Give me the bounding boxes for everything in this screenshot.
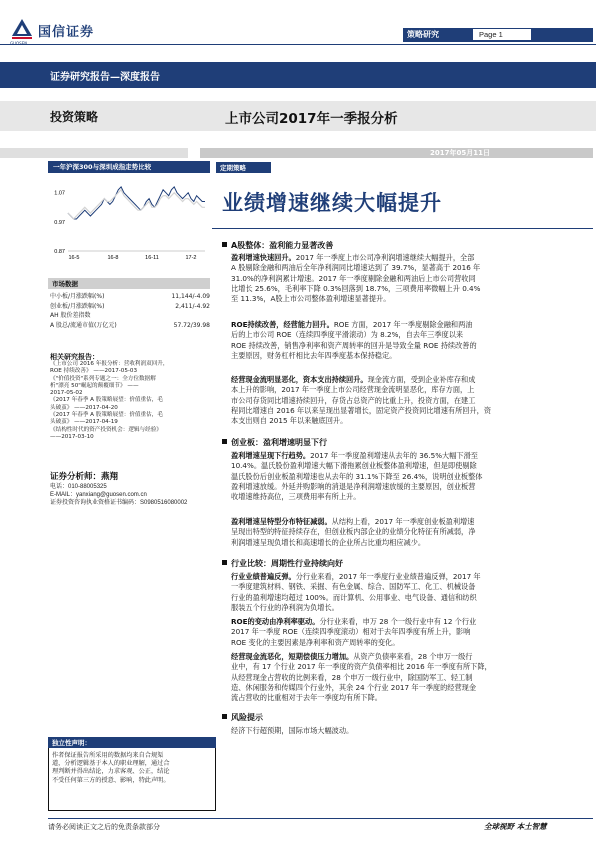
market-row-label: AH 股价差指数: [50, 312, 91, 319]
section-paragraph: [231, 375, 589, 426]
market-data-title: 市场数据: [52, 280, 78, 288]
bullet-icon: [222, 714, 227, 719]
market-row-value: 11,144/-4.09: [171, 293, 210, 300]
section-paragraph: [231, 652, 589, 703]
list-item[interactable]: 《2017 年春季 A 股策略展望：价值重估，毛: [50, 397, 163, 404]
market-row-label: 创业板/月涨跌幅(%): [50, 302, 105, 310]
paragraph-line: 本支出则自 2015 年以来触底回升。: [231, 416, 348, 426]
paragraph-line: 本上升的影响，2017 年一季度上市公司经营现金流明显恶化，库存方面，上: [231, 385, 475, 395]
list-item[interactable]: 头破茧》 ——2017-04-20: [50, 404, 118, 411]
section-paragraph: [231, 517, 589, 548]
paragraph-lead: 经营现金流明显恶化，资本支出持续回升。: [231, 375, 368, 384]
statement-line: 理判断并得出结论，力求客观、公正，结论: [52, 768, 170, 776]
paragraph-lead: 经营现金流恶化，短期偿债压力增加。: [231, 652, 354, 661]
analyst-phone: 电话：010-88005325: [50, 484, 107, 490]
x-tick-label: 17-2: [185, 255, 197, 261]
market-row-label: 中小板/月涨跌幅(%): [50, 293, 105, 300]
market-row-value: 57.72/39.98: [173, 321, 210, 329]
bullet-icon: [222, 242, 227, 247]
footer-slogan: 全球视野 本土智慧: [484, 822, 547, 831]
paragraph-line: 经营现金流恶化，短期偿债压力增加。从资产负债率来看，28 个申万一级行: [231, 652, 473, 661]
sector-label: 投资策略: [50, 110, 99, 124]
related-research-list: [50, 361, 212, 441]
analyst-contact: [50, 483, 220, 508]
paragraph-line: 造、休闲服务和传媒四个行业外，其余 24 个行业 2017 年一季度的经营现金: [231, 682, 477, 692]
table-row: [50, 292, 210, 302]
paragraph-line: 至 11.3%，A股上市公司整体盈利增速显著提升。: [231, 294, 391, 304]
paragraph-line: 盈利增速呈现下行趋势。2017 年一季度盈利增速从去年的 36.5%大幅下滑至: [231, 451, 478, 460]
paragraph-line: ROE 持续改善，销售净利率和资产周转率的回升是导致全量 ROE 持续改善的: [231, 340, 477, 350]
paragraph-line: 温氏股份后创业板盈利增速也从去年的 31.1%下降至 26.4%，说明创业板整体: [231, 471, 483, 481]
page-number: Page 1: [472, 28, 532, 41]
paragraph-line: 10.4%。温氏股份盈利增速大幅下滑拖累创业板整体盈利增速，但是即使剔除: [231, 461, 477, 471]
header-divider: [0, 44, 596, 45]
paragraph-line: 市公司存货同比增速持续回升，存货占总资产的比重上升，投资方面，在建工: [231, 395, 476, 405]
related-research-title: 相关研究报告：: [50, 353, 99, 361]
report-date: 2017年05月11日: [430, 149, 490, 157]
section-paragraph: [231, 451, 589, 502]
table-row: [50, 302, 210, 312]
paragraph-line: 盈利增速放缓。外延并购影响的消退是净利润增速放缓的主要原因，创业板营: [231, 481, 476, 491]
paragraph-line: 行业的盈利增速均超过 100%。而计算机、公用事业、电气设备、通信和纺织: [231, 592, 477, 602]
report-title: 上市公司2017年一季报分析: [225, 111, 398, 127]
market-row-label: A 股总/流通市值(万亿元): [50, 321, 117, 329]
paragraph-line: 程同比增速自 2016 年以来呈现出显著增长，固定资产投资同比增速有所回升，资: [231, 405, 492, 415]
list-item[interactable]: ——2017-03-10: [50, 433, 94, 440]
paragraph-lead: 盈利增速呈现下行趋势。: [231, 451, 311, 460]
statement-line: 道，分析逻辑基于本人的职业理解，通过合: [52, 760, 170, 768]
y-tick-label: 0.87: [54, 249, 65, 255]
x-tick-label: 16-5: [68, 255, 80, 261]
trend-chart: [40, 176, 210, 266]
paragraph-line: 呈现出特型的特征持续存在，但创业板内部企业的业绩分化特征有所减弱，净: [231, 527, 476, 537]
paragraph-line: A 股剔除金融和两油后全年净利润同比增速达到了 39.7%，显著高于 2016 年: [231, 263, 481, 273]
list-item[interactable]: 析"漂亮 50"崛起的颠覆细节》 ——: [50, 382, 139, 389]
paragraph-line: 2017 年一季度 ROE（连续四季度滚动）相对于去年四季度有所上升，影响: [231, 627, 471, 637]
x-tick-label: 16-8: [107, 255, 119, 261]
section-paragraph: [231, 320, 589, 361]
independence-statement-title: 独立性声明：: [52, 739, 91, 747]
report-type: 证券研究报告—深度报告: [50, 72, 160, 83]
paragraph-lead: ROE持续改善，经营能力回升。: [231, 320, 334, 329]
paragraph-lead: 行业业绩普遍反弹。: [231, 572, 296, 581]
paragraph-line: 流占营收的比重相对于去年一季度均有所下降。: [231, 693, 382, 703]
subhead-label: 定期策略: [220, 164, 246, 172]
list-item[interactable]: 头破茧》 ——2017-04-19: [50, 419, 118, 426]
paragraph-line: 比增长 25.6%，毛利率下降 0.3%回落到 18.7%，三项费用率微幅上升 0.4%: [231, 283, 481, 293]
paragraph-line: 主要原因，财务杠杆相比去年四季度基本保持稳定。: [231, 350, 397, 360]
series-line-1: [68, 187, 205, 219]
company-logo-icon: [10, 18, 34, 40]
list-item[interactable]: ROE 持续改善》 ——2017-05-03: [50, 368, 138, 375]
paragraph-line: 服装五个行业的净利润为负增长。: [231, 602, 339, 612]
left-date-shade: [0, 148, 188, 158]
market-row-value: [151, 311, 210, 321]
bullet-icon: [222, 439, 227, 444]
paragraph-lead: 盈利增速呈特型分布特征减弱。: [231, 517, 332, 526]
paragraph-lead: 盈利增速快速回升。: [231, 253, 296, 262]
paragraph-line: 后的上市公司 ROE（连续四季度平滑滚动）为 8.2%，自去年三季度以来: [231, 330, 464, 340]
list-item[interactable]: 《上市公司 2016 年报分析：营收利润双回升，: [50, 361, 169, 367]
header-label: 策略研究: [407, 30, 439, 39]
section-title-text: 风险提示: [231, 713, 263, 722]
analyst-email[interactable]: E-MAIL：yanxiang@guosen.com.cn: [50, 492, 147, 499]
list-item[interactable]: 《结构性时代的资产投资机会：逻辑与经验》: [50, 426, 162, 433]
y-tick-label: 1.07: [54, 190, 65, 197]
table-row: [50, 321, 210, 331]
section-title-text: 创业板：盈利增速明显下行: [231, 438, 327, 447]
market-row-value: 2,411/-4.92: [175, 302, 210, 310]
paragraph-line: ROE 变化的主要因素是净利率和资产周转率的变化。: [231, 637, 400, 647]
paragraph-line: ROE持续改善，经营能力回升。ROE 方面，2017 年一季度剔除金融和两油: [231, 320, 473, 329]
paragraph-line: 利润增速呈现负增长和高速增长的企业所占比重均相应减少。: [231, 537, 426, 547]
paragraph-line: 31.0%的净利润累计增速。2017 年一季度剔除金融和两油后上市公司营收同: [231, 273, 476, 283]
independence-statement-text: [52, 752, 214, 785]
company-name: 国信证券: [38, 25, 95, 40]
paragraph-line: 收增速维持高位，三项费用率有所上升。: [231, 492, 361, 502]
bullet-icon: [222, 560, 227, 565]
section-title: [222, 240, 333, 251]
list-item[interactable]: 2017-05-02: [50, 390, 83, 397]
date-band: [200, 148, 593, 158]
section-paragraph: [231, 726, 589, 736]
paragraph-line: 经营现金流明显恶化，资本支出持续回升。现金流方面，受到企业补库存和成: [231, 375, 476, 384]
paragraph-line: 盈利增速快速回升。2017 年一季度上市公司净利润增速继续大幅提升，全部: [231, 253, 475, 262]
section-paragraph: [231, 253, 589, 304]
market-data-table: [50, 292, 210, 330]
headline-rule: [212, 228, 593, 229]
section-paragraph: [231, 617, 589, 648]
paragraph-line: 从经营现金占营收的比例来看，28 个申万一级行业中，除国防军工、轻工制: [231, 672, 473, 682]
analyst-title: 证券分析师：燕翔: [50, 472, 119, 482]
statement-line: 作者保证报告所采用的数据均来自合规渠: [52, 752, 164, 759]
list-item[interactable]: 《2017 年春季 A 股策略展望：价值重估，毛: [50, 412, 163, 419]
list-item[interactable]: 《"价值投资"系列专题之一：全方位数据解: [50, 375, 156, 382]
paragraph-line: 业中，有 17 个行业 2017 年一季度的资产负债率相比 2016 年一季度有所下降，: [231, 662, 492, 672]
paragraph-line: 经济下行超预期，国际市场大幅波动。: [231, 726, 354, 735]
section-title: [222, 437, 327, 448]
footer-divider: [48, 818, 593, 819]
footer-disclaimer: 请务必阅读正文之后的免责条款部分: [48, 823, 160, 831]
statement-line: 不受任何第三方的授意、影响，特此声明。: [52, 776, 170, 784]
y-tick-label: 0.97: [54, 219, 65, 226]
section-title-text: 行业比较：周期性行业持续向好: [231, 559, 343, 568]
section-title: [222, 712, 263, 723]
chart-title: 一年沪深300与深圳成指走势比较: [53, 163, 152, 171]
table-row: [50, 311, 210, 321]
x-tick-label: 16-11: [145, 255, 159, 261]
paragraph-line: 行业业绩普遍反弹。分行业来看，2017 年一季度行业业绩普遍反弹，2017 年: [231, 572, 481, 581]
section-title-text: A股整体：盈利能力显著改善: [231, 241, 334, 250]
section-paragraph: [231, 572, 589, 613]
paragraph-line: 盈利增速呈特型分布特征减弱。从结构上看，2017 年一季度创业板盈利增速: [231, 517, 475, 526]
analyst-license: 证券投资咨询执业资格证书编码：S0980516080002: [50, 500, 188, 507]
section-title: [222, 558, 343, 569]
paragraph-lead: ROE的变动由净利率驱动。: [231, 617, 320, 626]
headline: 业绩增速继续大幅提升: [222, 191, 442, 215]
paragraph-line: 一季度建筑材料、钢铁、采掘、有色金属、综合、国防军工、化工、机械设备: [231, 582, 476, 592]
paragraph-line: ROE的变动由净利率驱动。分行业来看，申万 28 个一级行业中有 12 个行业: [231, 617, 477, 626]
